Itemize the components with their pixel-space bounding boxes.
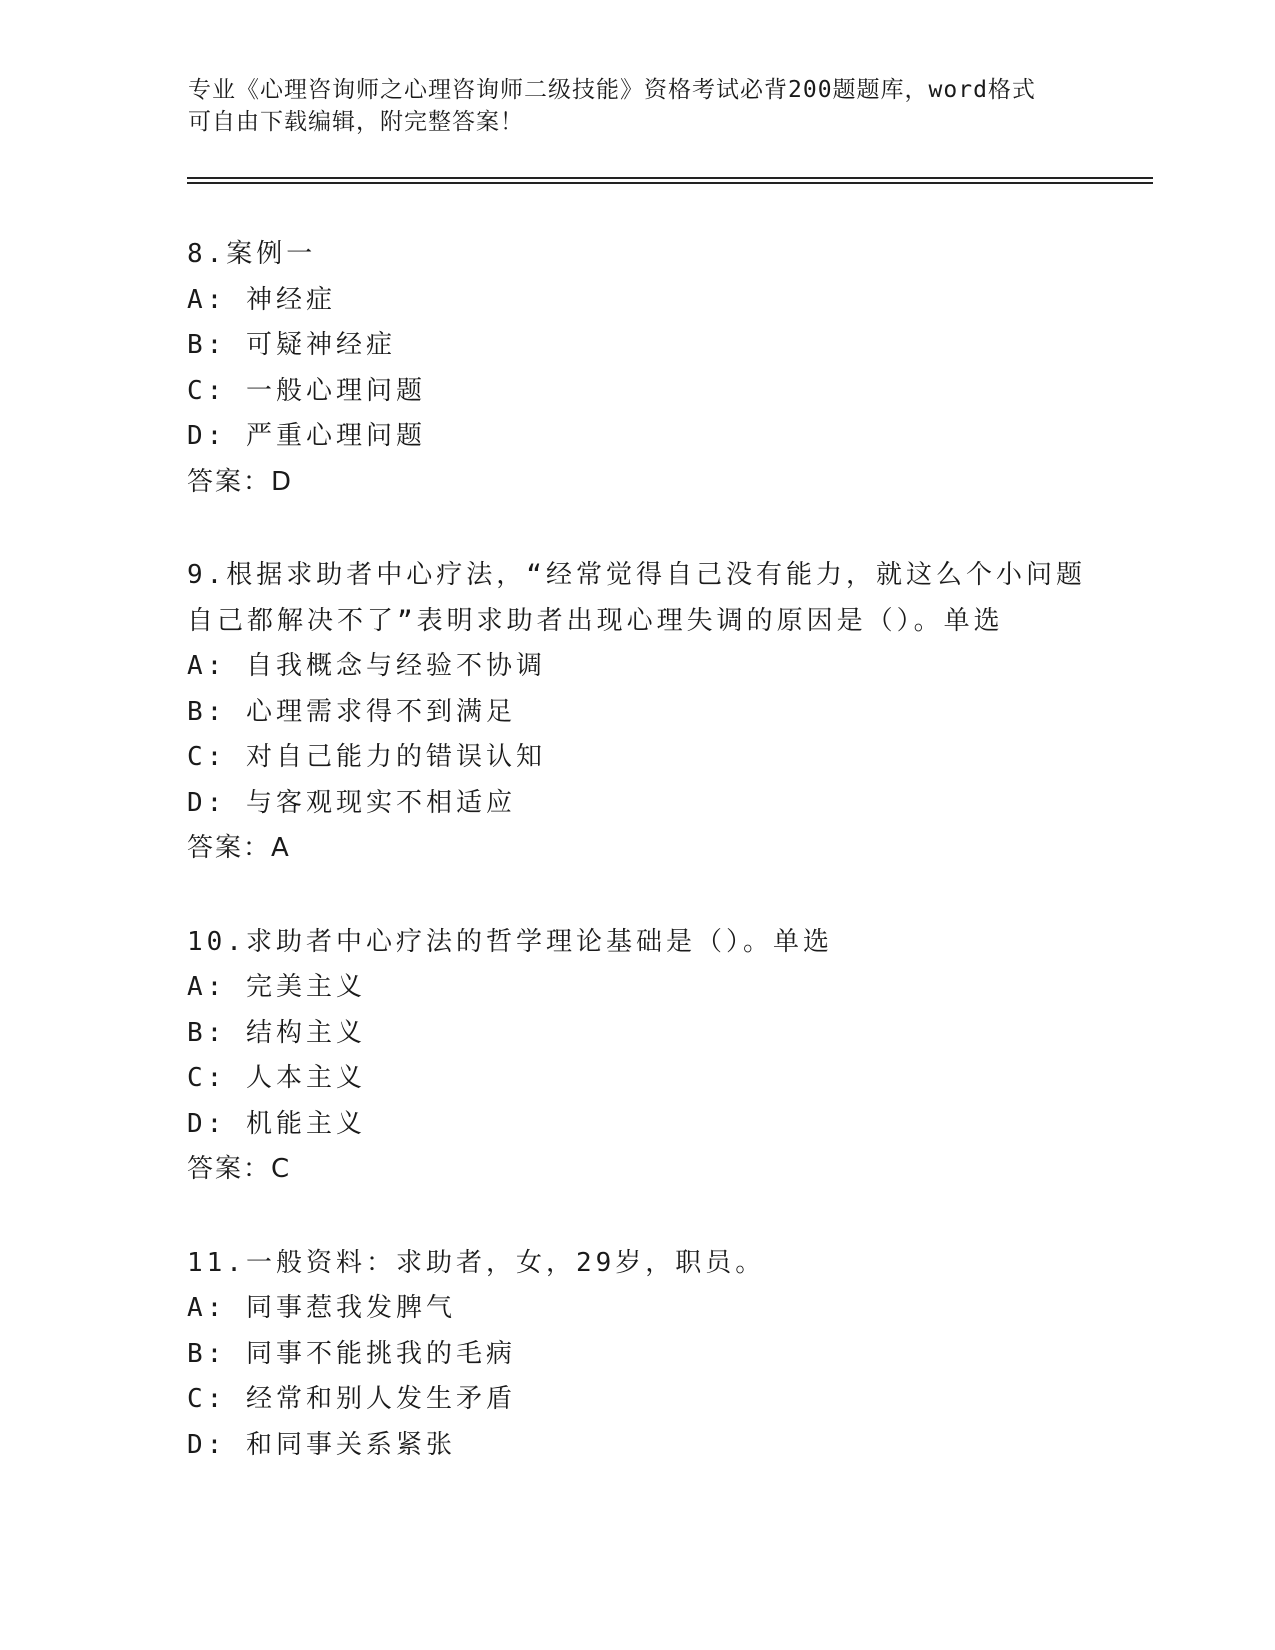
header-line-2: 可自由下载编辑，附完整答案！ [188, 109, 524, 135]
question-stem: 11.一般资料：求助者，女，29岁，职员。 [187, 1247, 766, 1278]
option-d: D: 严重心理问题 [187, 421, 426, 451]
option-c: C: 人本主义 [187, 1063, 366, 1093]
question-11 [187, 1241, 1147, 1469]
option-b: B: 结构主义 [187, 1017, 366, 1048]
option-b: B: 同事不能挑我的毛病 [187, 1338, 516, 1369]
question-list [187, 232, 1147, 1516]
answer-line: 答案：A [187, 833, 291, 863]
question-stem-continued: 自己都解决不了”表明求助者出现心理失调的原因是（）。单选 [187, 605, 1004, 636]
option-c: C: 经常和别人发生矛盾 [187, 1384, 516, 1414]
option-a: A: 同事惹我发脾气 [187, 1293, 456, 1323]
option-c: C: 一般心理问题 [187, 375, 426, 406]
document-header [188, 74, 1088, 138]
option-d: D: 和同事关系紧张 [187, 1429, 456, 1460]
option-a: A: 自我概念与经验不协调 [187, 651, 546, 681]
header-divider-top [187, 177, 1153, 179]
question-stem: 9.根据求助者中心疗法，“经常觉得自己没有能力，就这么个小问题 [187, 560, 1086, 590]
option-d: D: 与客观现实不相适应 [187, 787, 516, 818]
option-a: A: 完美主义 [187, 972, 366, 1002]
option-a: A: 神经症 [187, 284, 336, 315]
option-b: B: 可疑神经症 [187, 330, 396, 360]
option-d: D: 机能主义 [187, 1108, 366, 1139]
answer-line: 答案：C [187, 1154, 292, 1184]
header-line-1: 专业《心理咨询师之心理咨询师二级技能》资格考试必背200题题库，word格式 [188, 77, 1036, 103]
question-8 [187, 232, 1147, 505]
option-b: B: 心理需求得不到满足 [187, 696, 516, 727]
option-c: C: 对自己能力的错误认知 [187, 742, 546, 772]
question-9 [187, 553, 1147, 872]
question-stem: 8.案例一 [187, 239, 317, 269]
question-stem: 10.求助者中心疗法的哲学理论基础是（）。单选 [187, 926, 833, 957]
header-divider-bottom [187, 182, 1153, 184]
question-10 [187, 920, 1147, 1193]
answer-line: 答案：D [187, 466, 294, 497]
